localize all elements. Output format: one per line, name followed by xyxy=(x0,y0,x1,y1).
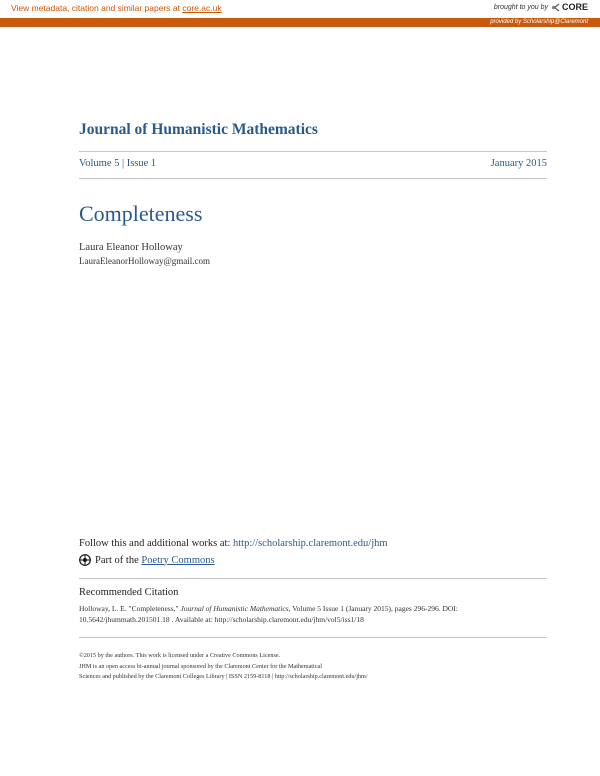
divider xyxy=(79,578,547,579)
part-of-line xyxy=(79,554,215,566)
follow-text: Follow this and additional works at: xyxy=(79,538,233,549)
part-of-text: Part of the xyxy=(95,554,142,566)
network-icon xyxy=(79,554,91,566)
paper-title[interactable]: Completeness xyxy=(79,201,203,226)
brought-text: brought to you by xyxy=(493,3,548,11)
core-label: CORE xyxy=(561,2,588,12)
core-link[interactable]: core.ac.uk xyxy=(182,3,222,13)
issue-date: January 2015 xyxy=(490,158,547,169)
core-banner xyxy=(0,0,600,18)
divider xyxy=(79,637,547,638)
core-logo-icon xyxy=(551,3,560,12)
license-line: ©2015 by the authors. This work is licensed under a Creative Commons License. xyxy=(79,652,281,659)
citation-pre: Holloway, L. E. "Completeness," xyxy=(79,604,181,613)
journal-title: Journal of Humanistic Mathematics xyxy=(79,121,318,138)
volume-line xyxy=(79,158,547,169)
divider xyxy=(79,151,547,152)
provider-bar xyxy=(0,18,600,27)
core-logo xyxy=(551,2,588,12)
author-name: Laura Eleanor Holloway xyxy=(79,242,183,253)
metadata-text: View metadata, citation and similar papers at xyxy=(11,3,183,13)
metadata-notice xyxy=(11,3,222,13)
volume-issue[interactable]: Volume 5 | Issue 1 xyxy=(79,158,157,169)
author-email: LauraEleanorHolloway@gmail.com xyxy=(79,256,210,266)
citation-heading: Recommended Citation xyxy=(79,587,179,598)
license-line: Sciences and published by the Claremont Colleges Library | ISSN 2159-8118 | http://scholarship.claremont.edu/jhm/ xyxy=(79,673,368,680)
citation-journal: Journal of Humanistic Mathematics xyxy=(180,604,289,613)
divider xyxy=(79,178,547,179)
license-block xyxy=(79,651,549,683)
provided-by: provided by Scholarship@Claremont xyxy=(490,19,588,25)
license-line: JHM is an open access bi-annual journal sponsored by the Claremont Center for the Mathematical xyxy=(79,662,322,670)
citation-text xyxy=(79,603,549,625)
poetry-commons-link[interactable]: Poetry Commons xyxy=(141,554,215,566)
follow-link[interactable]: http://scholarship.claremont.edu/jhm xyxy=(233,538,388,549)
follow-line xyxy=(79,538,388,549)
citation-post: , Volume 5 Issue 1 (January 2015), pages 296-296. DOI: 10.5642/jhummath.201501.18 . Available at: http://scholarship.claremont.edu/jhm/vol5/iss1/18 xyxy=(79,604,458,624)
brought-to-you[interactable] xyxy=(494,2,588,12)
